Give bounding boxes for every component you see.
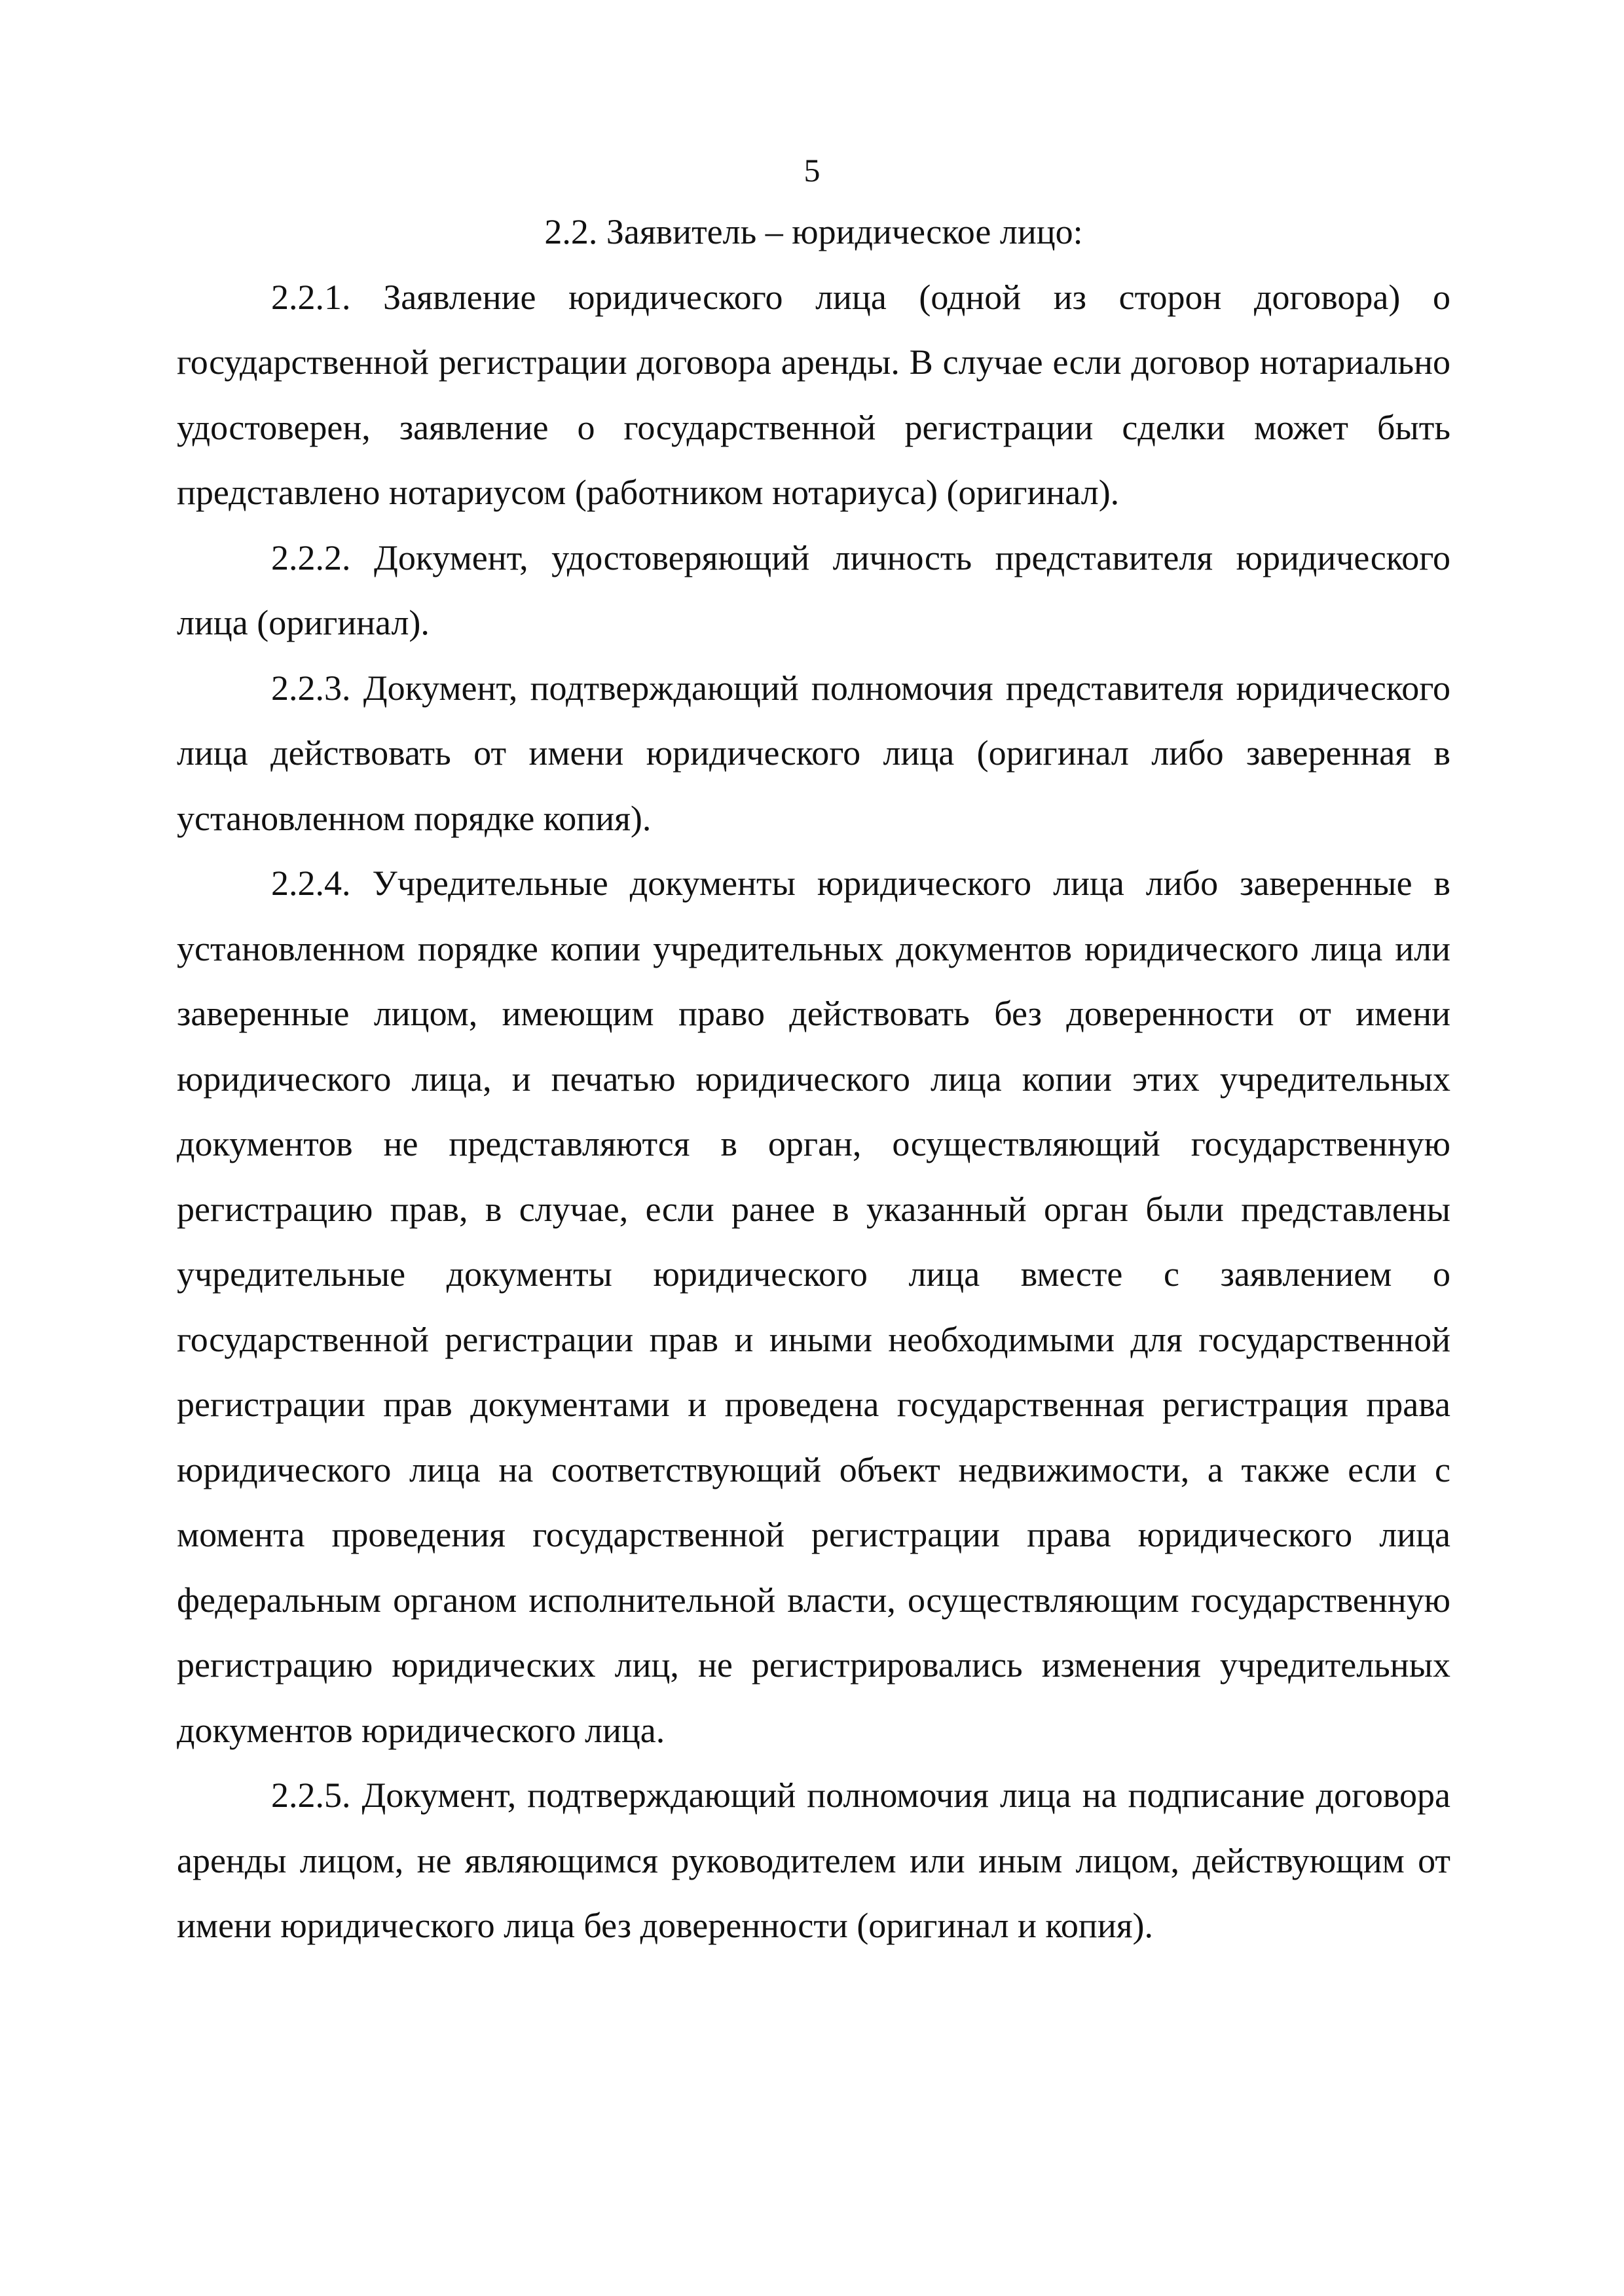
paragraph-2-2-2: 2.2.2. Документ, удостоверяющий личность представителя юридического лица (оригинал). [177, 538, 1450, 642]
page-number: 5 [803, 152, 821, 189]
paragraph-2-2-4: 2.2.4. Учредительные документы юридического лица либо заверенные в установленном порядке копии учредительных документов юридического лица или заверенные лицом, имеющим право действовать без доверенности от имени юридического лица, и печатью юридического лица копии этих учредительных документов не представляются в орган, осуществляющий государственную регистрацию прав, в случае, если ранее в указанный орган были представлены учредительные документы юридического лица вместе с заявлением о государственной регистрации прав и иными необходимыми для государственной регистрации прав документами и проведена государственная регистрация права юридического лица на соответствующий объект недвижимости, а также если с момента проведения государственной регистрации права юридического лица федеральным органом исполнительной власти, осуществляющим государственную регистрацию юридических лиц, не регистрировались изменения учредительных документов юридического лица. [177, 864, 1450, 1750]
section-heading: 2.2. Заявитель – юридическое лицо: [544, 212, 1083, 251]
paragraph-2-2-5: 2.2.5. Документ, подтверждающий полномочия лица на подписание договора аренды лицом, не являющимся руководителем или иным лицом, действующим от имени юридического лица без доверенности (оригинал и копия). [177, 1776, 1450, 1945]
section-body [177, 200, 1450, 1959]
paragraph-2-2-1: 2.2.1. Заявление юридического лица (одной из сторон договора) о государственной регистрации договора аренды. В случае если договор нотариально удостоверен, заявление о государственной регистрации сделки может быть представлено нотариусом (работником нотариуса) (оригинал). [177, 277, 1450, 512]
paragraph-2-2-3: 2.2.3. Документ, подтверждающий полномочия представителя юридического лица действовать от имени юридического лица (оригинал либо заверенная в установленном порядке копия). [177, 668, 1450, 838]
